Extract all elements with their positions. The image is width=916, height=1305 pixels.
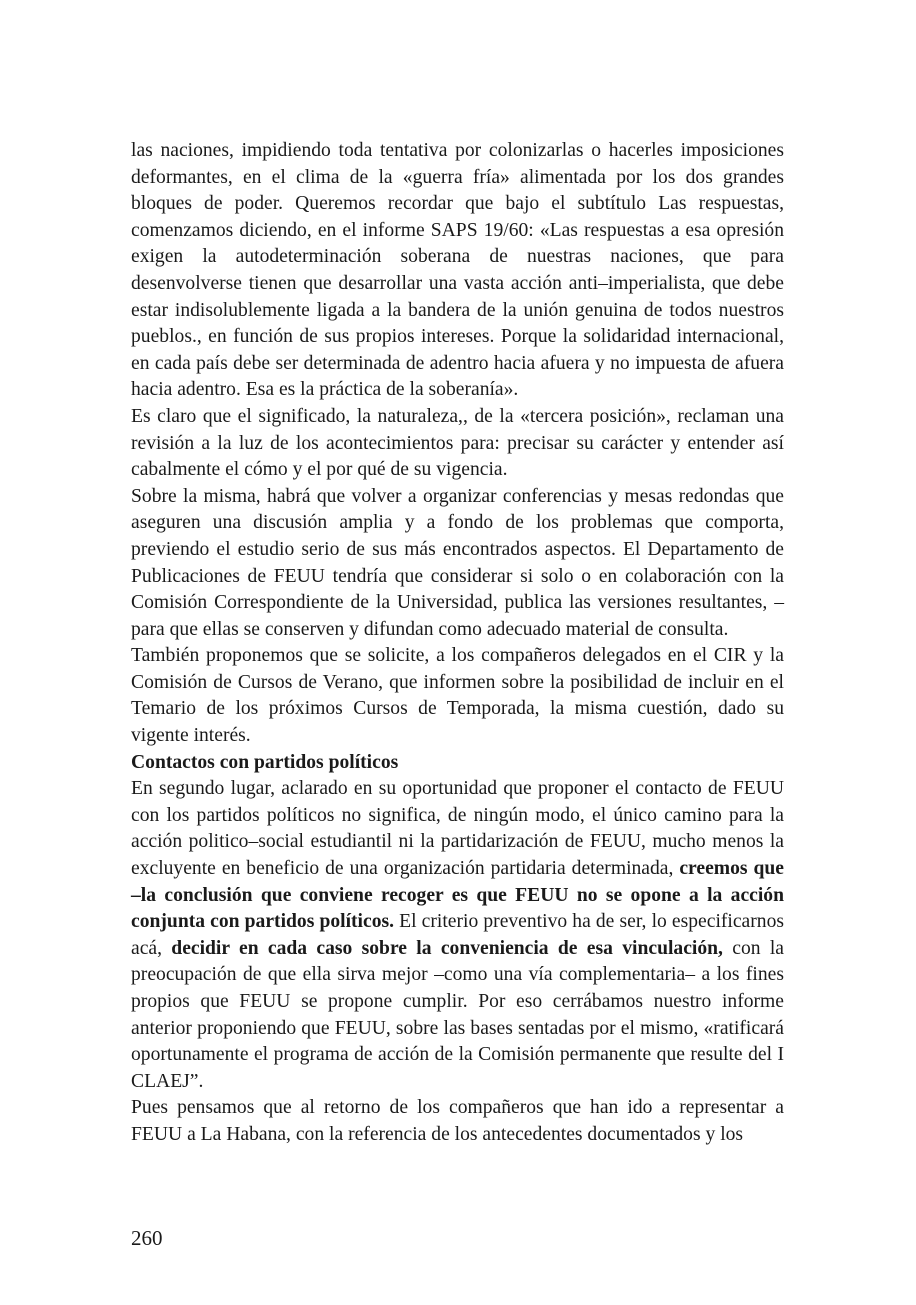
paragraph xyxy=(131,776,784,1095)
paragraph xyxy=(131,404,784,484)
paragraph xyxy=(131,1095,784,1148)
paragraph xyxy=(131,138,784,404)
bold-text-run: Contactos con partidos políticos xyxy=(131,751,399,773)
text-run: Sobre la misma, habrá que volver a organizar conferencias y mesas redondas que aseguren una discusión amplia y a fondo de los problemas que comporta, previendo el estudio serio de sus más encontrados aspectos. El Departamento de Publicaciones de FEUU tendría que considerar si solo o en colaboración con la Comisión Correspondiente de la Universidad, publica las versiones resultantes, –para que ellas se conserven y difundan como adecuado material de consulta. xyxy=(131,485,784,640)
bold-text-run: decidir en cada caso sobre la conveniencia de esa vinculación, xyxy=(171,937,723,959)
section-heading xyxy=(131,750,784,777)
paragraph xyxy=(131,484,784,644)
text-run: El criterio preventivo ha de ser, lo especificarnos acá, xyxy=(131,911,784,959)
text-run: con la preocupación de que ella sirva mejor –como una vía complementaria– a los fines propios que FEUU se propone cumplir. Por eso cerrábamos nuestro informe anterior proponiendo que FEUU, sobre las bases sentadas por el mismo, «ratificará oportunamente el programa de acción de la Comisión permanente que resulte del I CLAEJ”. xyxy=(131,937,784,1092)
text-run: Es claro que el significado, la naturaleza,, de la «tercera posición», reclaman una revisión a la luz de los acontecimientos para: precisar su carácter y entender así cabalmente el cómo y el por qué de su vigencia. xyxy=(131,405,784,481)
page-number: 260 xyxy=(131,1226,163,1250)
text-run: También proponemos que se solicite, a los compañeros delegados en el CIR y la Comisión de Cursos de Verano, que informen sobre la posibilidad de incluir en el Temario de los próximos Cursos de Temporada, la misma cuestión, dado su vigente interés. xyxy=(131,645,784,747)
bold-text-run: creemos que –la conclusión que conviene recoger es que FEUU no se opone a la acción conjunta con partidos políticos. xyxy=(131,858,784,933)
body-text xyxy=(131,138,784,1149)
text-run: En segundo lugar, aclarado en su oportunidad que proponer el contacto de FEUU con los partidos políticos no significa, de ningún modo, el único camino para la acción politico–social estudiantil ni la partidarización de FEUU, mucho menos la excluyente en beneficio de una organización partidaria determinada, xyxy=(131,778,784,880)
text-run: las naciones, impidiendo toda tentativa por colonizarlas o hacerles imposiciones deformantes, en el clima de la «guerra fría» alimentada por los dos grandes bloques de poder. Queremos recordar que bajo el subtítulo Las respuestas, comenzamos diciendo, en el informe SAPS 19/60: «Las respuestas a esa opresión exigen la autodeterminación soberana de nuestras naciones, que para desenvolverse tienen que desarrollar una vasta acción anti–imperialista, que debe estar indisolublemente ligada a la bandera de la unión genuina de todos nuestros pueblos., en función de sus propios intereses. Porque la solidaridad internacional, en cada país debe ser determinada de adentro hacia afuera y no impuesta de afuera hacia adentro. Esa es la práctica de la soberanía». xyxy=(131,140,784,401)
paragraph xyxy=(131,643,784,749)
text-run: Pues pensamos que al retorno de los compañeros que han ido a representar a FEUU a La Habana, con la referencia de los antecedentes documentados y los xyxy=(131,1097,784,1145)
